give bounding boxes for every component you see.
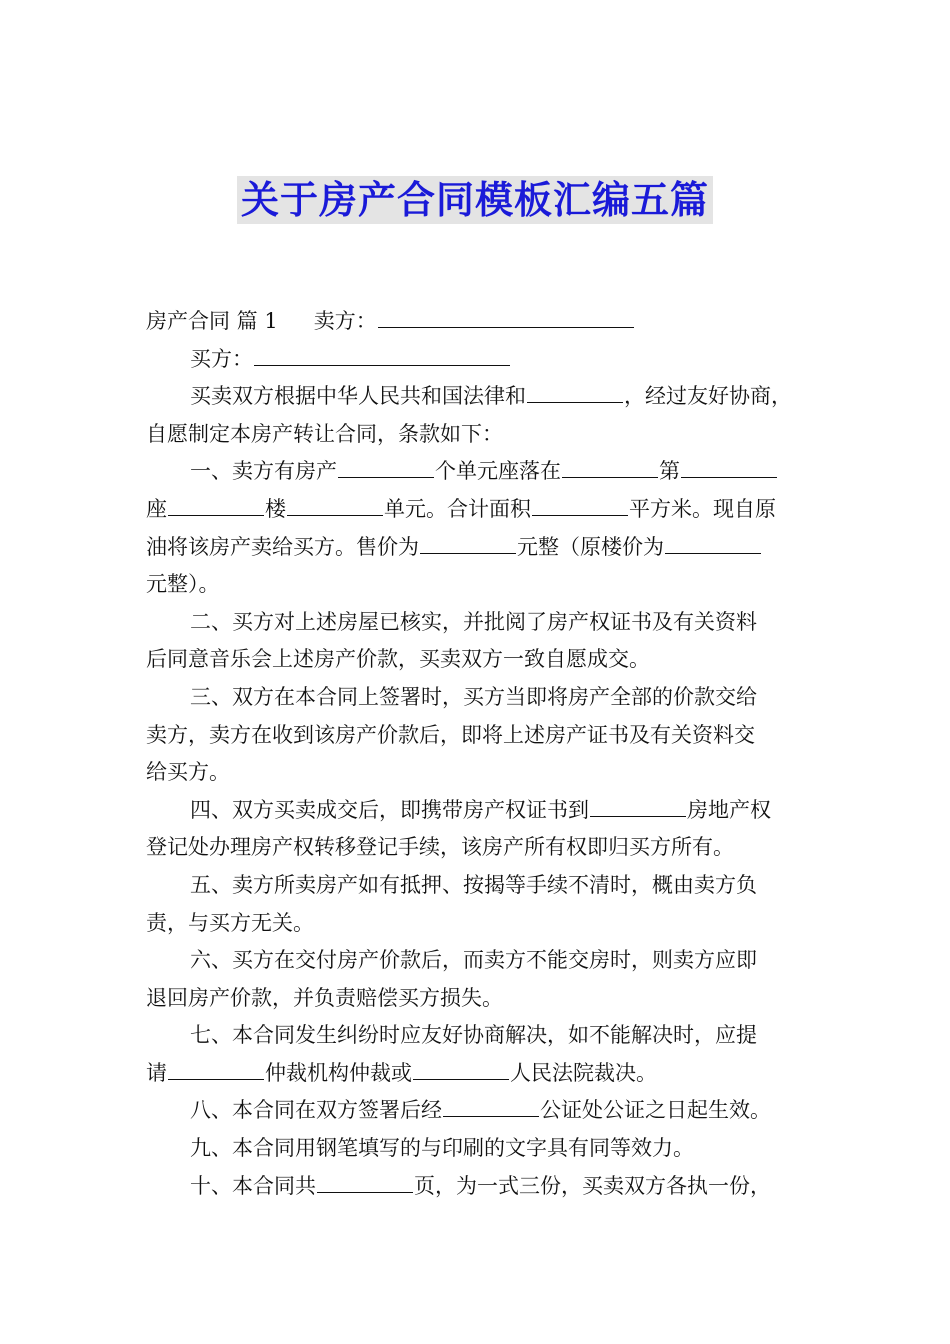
buyer-blank[interactable] xyxy=(254,345,510,366)
clause1-text: 元整）。 xyxy=(146,572,220,597)
clause1-line-4 xyxy=(146,566,810,604)
document-title: 关于房产合同模板汇编五篇 xyxy=(237,176,713,224)
clause1-line-3 xyxy=(146,529,810,567)
clause1-text: 元整（原楼价为 xyxy=(517,534,664,559)
clause4-line-1 xyxy=(146,792,810,830)
clause3-text: 给买方。 xyxy=(146,760,230,785)
intro-text: 买卖双方根据中华人民共和国法律和 xyxy=(190,384,526,409)
clause2-text: 后同意音乐会上述房产价款，买卖双方一致自愿成交。 xyxy=(146,647,650,672)
clause7-text: 请 xyxy=(146,1060,167,1085)
clause1-line-1 xyxy=(146,453,810,491)
clause7-line-1 xyxy=(146,1017,810,1055)
law-blank[interactable] xyxy=(527,382,623,403)
part-label: 房产合同 篇 1 xyxy=(146,309,278,333)
registry-blank[interactable] xyxy=(590,796,686,817)
number-blank[interactable] xyxy=(681,457,777,478)
clause7-text: 七、本合同发生纠纷时应友好协商解决，如不能解决时，应提 xyxy=(190,1023,757,1048)
clause10-text: 页，为一式三份，买卖双方各执一份， xyxy=(414,1173,771,1198)
clause4-text: 登记处办理房产权转移登记手续，该房产所有权即归买方所有。 xyxy=(146,835,734,860)
seller-blank[interactable] xyxy=(378,307,634,328)
clause10-line-1 xyxy=(146,1168,810,1206)
contract-body xyxy=(146,303,810,1205)
original-price-blank[interactable] xyxy=(665,533,761,554)
units-blank[interactable] xyxy=(338,457,434,478)
clause6-text: 六、买方在交付房产价款后，而卖方不能交房时，则卖方应即 xyxy=(190,948,757,973)
clause6-line-1 xyxy=(146,942,810,980)
clause1-text: 座 xyxy=(146,496,167,521)
intro-text: 自愿制定本房产转让合同，条款如下： xyxy=(146,421,503,446)
building-blank[interactable] xyxy=(168,495,264,516)
arbitration-blank[interactable] xyxy=(168,1059,264,1080)
clause4-line-2 xyxy=(146,829,810,867)
clause3-line-3 xyxy=(146,754,810,792)
intro-line-1 xyxy=(146,378,810,416)
header-line xyxy=(146,303,810,341)
clause2-text: 二、买方对上述房屋已核实，并批阅了房产权证书及有关资料 xyxy=(190,609,757,634)
clause1-text: 第 xyxy=(659,459,680,484)
clause8-line-1 xyxy=(146,1092,810,1130)
clause1-text: 平方米。现自原 xyxy=(629,496,776,521)
clause9-line-1 xyxy=(146,1130,810,1168)
buyer-line xyxy=(146,341,810,379)
clause4-text: 四、双方买卖成交后，即携带房产权证书到 xyxy=(190,797,589,822)
clause7-text: 人民法院裁决。 xyxy=(510,1060,657,1085)
clause6-text: 退回房产价款，并负责赔偿买方损失。 xyxy=(146,985,503,1010)
clause9-text: 九、本合同用钢笔填写的与印刷的文字具有同等效力。 xyxy=(190,1136,694,1161)
clause4-text: 房地产权 xyxy=(687,797,771,822)
notary-blank[interactable] xyxy=(443,1096,539,1117)
clause8-text: 八、本合同在双方签署后经 xyxy=(190,1098,442,1123)
clause5-line-1 xyxy=(146,867,810,905)
area-blank[interactable] xyxy=(532,495,628,516)
price-blank[interactable] xyxy=(420,533,516,554)
pages-blank[interactable] xyxy=(317,1172,413,1193)
seller-label: 卖方： xyxy=(313,309,377,333)
location-blank[interactable] xyxy=(562,457,658,478)
clause5-line-2 xyxy=(146,905,810,943)
clause3-text: 卖方，卖方在收到该房产价款后，即将上述房产证书及有关资料交 xyxy=(146,722,755,747)
intro-line-2 xyxy=(146,416,810,454)
clause10-text: 十、本合同共 xyxy=(190,1173,316,1198)
clause1-text: 一、卖方有房产 xyxy=(190,459,337,484)
clause3-text: 三、双方在本合同上签署时，买方当即将房产全部的价款交给 xyxy=(190,684,757,709)
clause6-line-2 xyxy=(146,980,810,1018)
intro-text: ，经过友好协商， xyxy=(624,384,792,409)
clause8-text: 公证处公证之日起生效。 xyxy=(540,1098,771,1123)
clause3-line-1 xyxy=(146,679,810,717)
clause7-text: 仲裁机构仲裁或 xyxy=(265,1060,412,1085)
court-blank[interactable] xyxy=(413,1059,509,1080)
clause5-text: 责，与买方无关。 xyxy=(146,910,314,935)
clause7-line-2 xyxy=(146,1055,810,1093)
clause2-line-2 xyxy=(146,641,810,679)
floor-blank[interactable] xyxy=(287,495,383,516)
clause1-text: 油将该房产卖给买方。售价为 xyxy=(146,534,419,559)
clause1-line-2 xyxy=(146,491,810,529)
clause1-text: 楼 xyxy=(265,496,286,521)
clause1-text: 单元。合计面积 xyxy=(384,496,531,521)
clause1-text: 个单元座落在 xyxy=(435,459,561,484)
title-container xyxy=(0,176,950,224)
clause3-line-2 xyxy=(146,717,810,755)
clause5-text: 五、卖方所卖房产如有抵押、按揭等手续不清时，概由卖方负 xyxy=(190,872,757,897)
clause2-line-1 xyxy=(146,604,810,642)
buyer-label: 买方： xyxy=(190,346,253,371)
